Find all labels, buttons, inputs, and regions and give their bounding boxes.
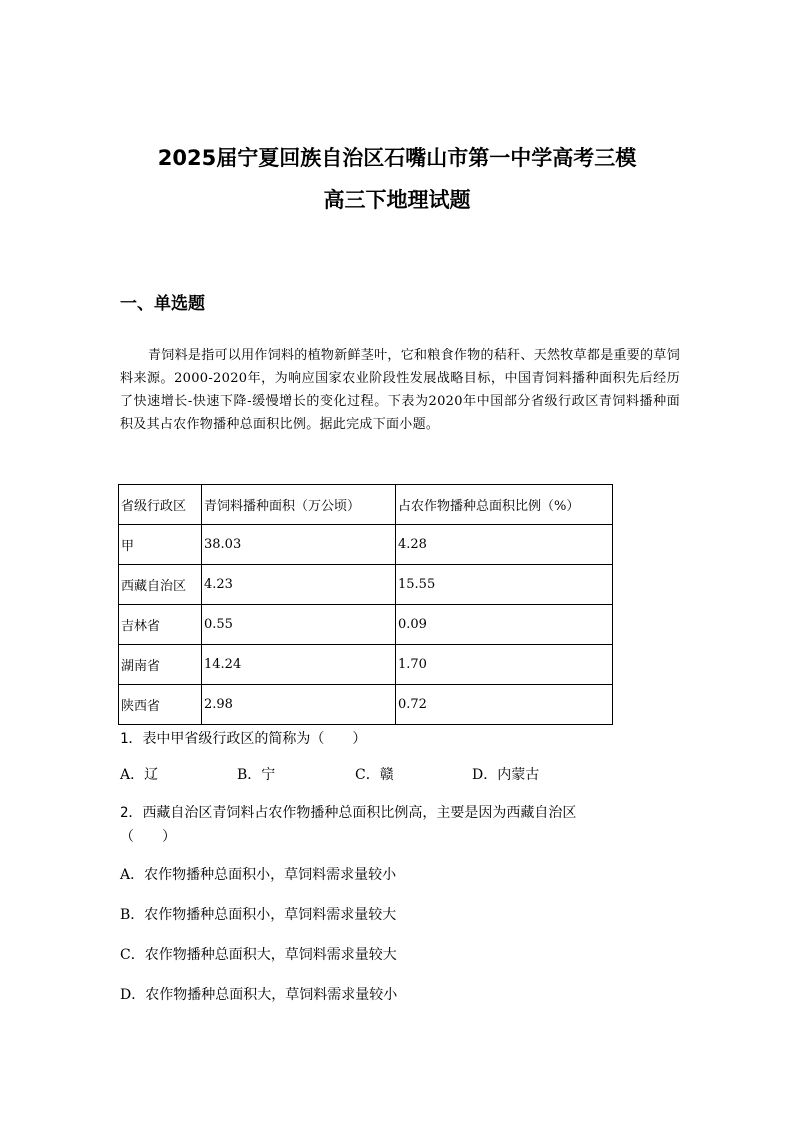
- option-b[interactable]: B．农作物播种总面积小，草饲料需求量较大: [120, 907, 397, 923]
- table-cell: 吉林省: [119, 605, 202, 645]
- data-table: [118, 484, 613, 725]
- table-header-cell: 省级行政区: [119, 485, 202, 525]
- table-cell: 38.03: [202, 525, 396, 565]
- question-number: 1．: [120, 731, 143, 747]
- table-header-row: [119, 485, 613, 525]
- question-text: 表中甲省级行政区的简称为（ ）: [142, 731, 367, 747]
- question-1-options: [120, 764, 680, 786]
- option-d[interactable]: D．内蒙古: [472, 767, 540, 783]
- question-2-stem: [120, 802, 576, 824]
- question-text: 西藏自治区青饲料占农作物播种总面积比例高，主要是因为西藏自治区: [142, 805, 577, 821]
- option-c[interactable]: C．农作物播种总面积大，草饲料需求量较大: [120, 947, 397, 963]
- table-row: [119, 645, 613, 685]
- document-title-line-2: 高三下地理试题: [323, 188, 471, 212]
- table-header-cell: 青饲料播种面积（万公顷）: [202, 485, 396, 525]
- table-row: [119, 525, 613, 565]
- question-number: 2．: [120, 805, 143, 821]
- table-row: [119, 565, 613, 605]
- option-c[interactable]: C．赣: [355, 767, 394, 783]
- table-row: [119, 685, 613, 725]
- table-cell: 甲: [119, 525, 202, 565]
- table-cell: 0.09: [396, 605, 613, 645]
- question-2-stem-continued: （ ）: [120, 829, 176, 845]
- question-1-stem: [120, 728, 366, 750]
- table-cell: 4.23: [202, 565, 396, 605]
- option-a[interactable]: A．农作物播种总面积小，草饲料需求量较小: [120, 867, 397, 883]
- option-a[interactable]: A．辽: [120, 767, 159, 783]
- reading-passage: 青饲料是指可以用作饲料的植物新鲜茎叶，它和粮食作物的秸秆、天然牧草都是重要的草饲料来源。2000-2020年，为响应国家农业阶段性发展战略目标，中国青饲料播种面积先后经历了快速增长-快速下降-缓慢增长的变化过程。下表为2020年中国部分省级行政区青饲料播种面积及其占农作物播种总面积比例。据此完成下面小题。: [120, 348, 681, 432]
- table-cell: 15.55: [396, 565, 613, 605]
- document-title-line-1: 2025届宁夏回族自治区石嘴山市第一中学高考三模: [157, 146, 637, 170]
- option-b[interactable]: B．宁: [237, 767, 276, 783]
- table-cell: 1.70: [396, 645, 613, 685]
- table-cell: 14.24: [202, 645, 396, 685]
- table-cell: 西藏自治区: [119, 565, 202, 605]
- option-d[interactable]: D．农作物播种总面积大，草饲料需求量较小: [120, 987, 398, 1003]
- table-cell: 4.28: [396, 525, 613, 565]
- section-heading: 一、单选题: [120, 294, 205, 314]
- table-row: [119, 605, 613, 645]
- table-cell: 0.72: [396, 685, 613, 725]
- table-header-cell: 占农作物播种总面积比例（%）: [396, 485, 613, 525]
- table-cell: 湖南省: [119, 645, 202, 685]
- table-cell: 2.98: [202, 685, 396, 725]
- table-cell: 0.55: [202, 605, 396, 645]
- table-cell: 陕西省: [119, 685, 202, 725]
